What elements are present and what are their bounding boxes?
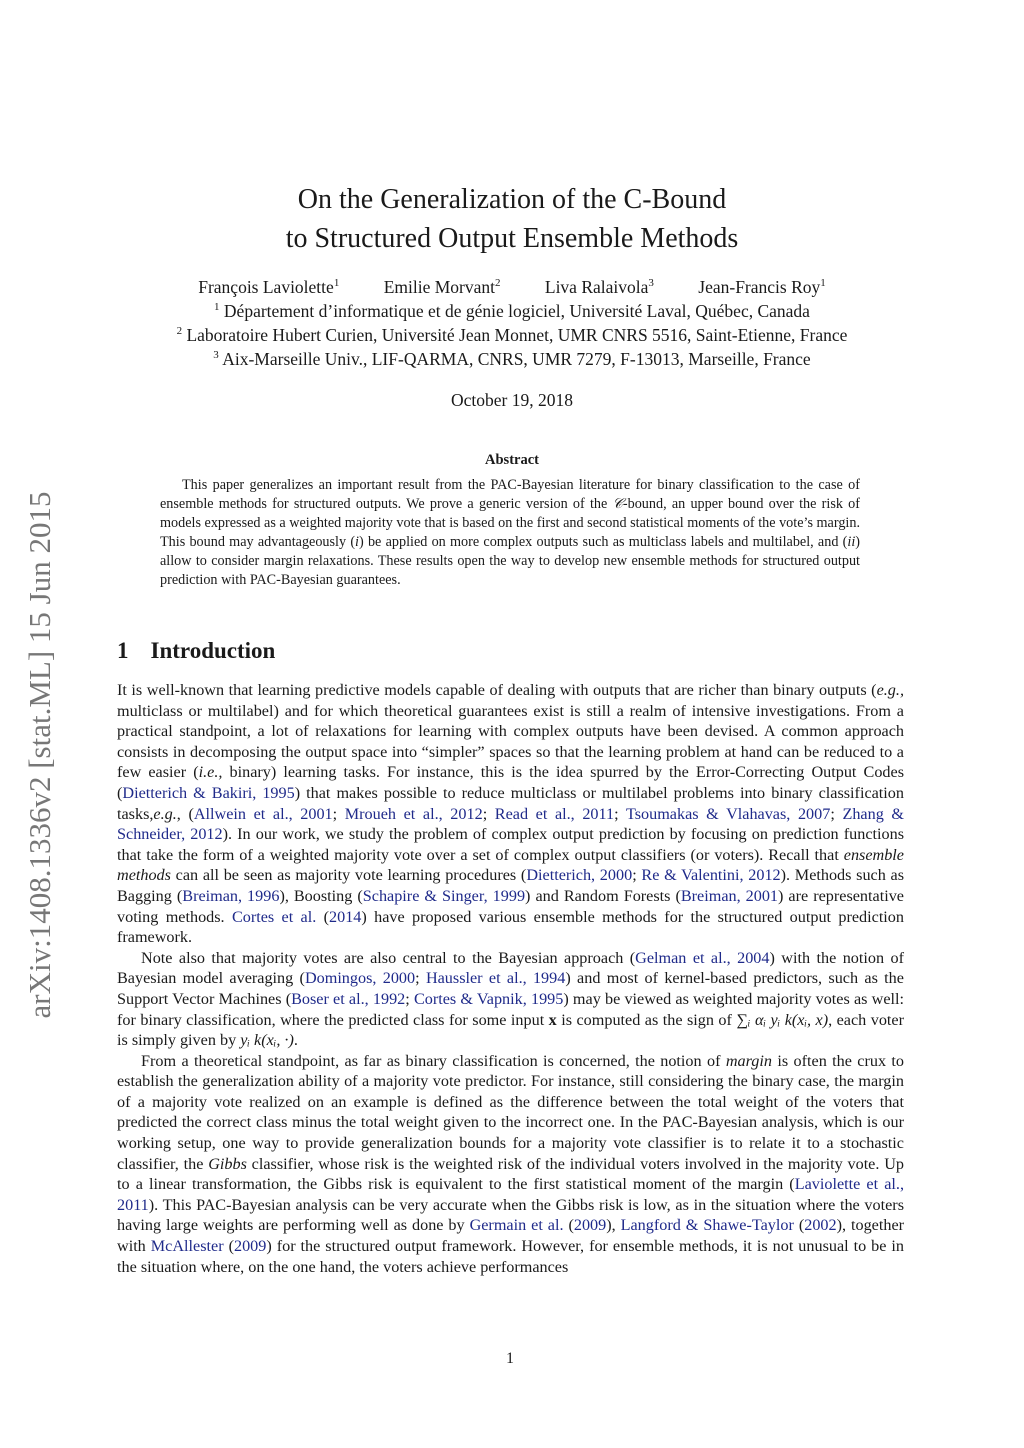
emphasized-text: margin (725, 1051, 772, 1070)
text-run: , each voter is simply given by (117, 1010, 904, 1050)
author: Jean-Francis Roy$^1$ (698, 277, 826, 297)
citation-link[interactable]: Gelman et al., 2004 (635, 948, 770, 967)
text-run: ( (563, 1216, 574, 1235)
citation-link[interactable]: Mroueh et al., 2012 (344, 804, 483, 823)
emphasized-text: e.g., (876, 681, 904, 699)
author: François Laviolette$^1$ (198, 277, 340, 297)
text-run: ) with the notion of Bayesian model averaging ( (117, 948, 904, 988)
citation-link[interactable]: McAllester (150, 1237, 224, 1256)
citation-link[interactable]: Schapire & Singer, 1999 (362, 886, 526, 905)
text-run: ) and most of kernel-based predictors, such as the Support Vector Machines ( (117, 969, 904, 1008)
text-run: ), Boosting ( (279, 886, 363, 905)
text-run: ) for the structured output framework. However, for ensemble methods, it is not unusual to be in the situation where, on the one hand, the voters achieve performances (117, 1237, 905, 1276)
citation-link[interactable]: Zhang & Schneider, 2012 (117, 804, 904, 844)
affiliation: $^3$ Aix-Marseille Univ., LIF-QARMA, CNRS, UMR 7279, F-13013, Marseille, France (213, 349, 811, 369)
text-run: ( (793, 1216, 805, 1235)
text-run: ; (482, 804, 495, 823)
citation-link[interactable]: Germain et al. (469, 1216, 564, 1235)
text-run: ; (614, 804, 626, 823)
abstract-text (160, 476, 860, 590)
section-heading (117, 638, 275, 664)
citation-link[interactable]: Read et al., 2011 (494, 804, 615, 823)
paper-title (0, 180, 1024, 258)
text-run: ( (223, 1237, 234, 1256)
citation-link[interactable]: Haussler et al., 1994 (425, 969, 566, 988)
citation-link[interactable]: 2009 (233, 1237, 267, 1256)
body-text (117, 680, 904, 1277)
text-run: ; (830, 804, 843, 823)
citation-link[interactable]: Cortes et al. (231, 907, 317, 926)
author-list (0, 277, 1024, 298)
section-number: 1 (117, 638, 129, 663)
text-run: ; (405, 989, 414, 1008)
citation-link[interactable]: Cortes & Vapnik, 1995 (413, 989, 564, 1008)
citation-link[interactable]: 2002 (804, 1216, 837, 1235)
text-run: ), (606, 1216, 621, 1235)
citation-link[interactable]: Boser et al., 1992 (291, 989, 406, 1008)
text-run: ) be applied on more complex outputs such as multiclass labels and multilabel, and ( (359, 534, 848, 550)
citation-link[interactable]: Domingos, 2000 (304, 969, 416, 988)
text-run: It is well-known that learning predictive models capable of dealing with outputs that are richer than binary outputs ( (117, 681, 877, 699)
text-run: ) have proposed various ensemble methods for the structured output prediction framework. (117, 907, 904, 947)
emphasized-text: i.e., (198, 763, 223, 782)
text-run: classifier, whose risk is the weighted risk of the individual voters involved in the majority vote. Up to a linear transformation, the Gibbs risk is equivalent to the first statistical moment of the margin ( (117, 1154, 904, 1194)
text-run: ) and Random Forests ( (525, 886, 681, 905)
citation-link[interactable]: Langford & Shawe-Taylor (620, 1216, 794, 1235)
text-run: ; (632, 866, 642, 885)
text-run: multiclass or multilabel) and for which theoretical guarantees exist is still a realm of intensive investigations. From a practical standpoint, a lot of relaxations for learning with complex outputs have been devised. A common approach consists in decomposing the output space into “simpler” spaces so that the learning problem at hand can be reduced to a few easier ( (117, 701, 904, 782)
text-run: ). In our work, we study the problem of complex output prediction by focusing on prediction functions that take the form of a weighted majority vote over a set of complex output classifiers (or voters). Recall that (117, 825, 904, 864)
abstract-heading: Abstract (485, 452, 539, 468)
citation-link[interactable]: Breiman, 1996 (182, 886, 280, 905)
citation-link[interactable]: Re & Valentini, 2012 (641, 866, 781, 885)
affiliation: $^1$ Département d’informatique et de génie logiciel, Université Laval, Québec, Canada (214, 301, 810, 321)
paragraph (117, 680, 904, 948)
math-expression: yᵢ k(xᵢ, ·) (240, 1031, 294, 1050)
title-line: On the Generalization of the C-Bound (297, 184, 727, 215)
emphasized-text: ii (847, 534, 856, 550)
citation-link[interactable]: Allwein et al., 2001 (193, 804, 333, 823)
emphasized-text: Gibbs (208, 1154, 247, 1173)
emphasized-text: e.g. (153, 804, 177, 823)
text-run: ; (415, 969, 426, 988)
title-line: to Structured Output Ensemble Methods (285, 223, 739, 254)
text-run: From a theoretical standpoint, as far as binary classification is concerned, the notion of (141, 1051, 726, 1070)
citation-link[interactable]: Dietterich, 2000 (526, 866, 633, 885)
citation-link[interactable]: Breiman, 2001 (680, 886, 779, 905)
paragraph (117, 1051, 904, 1278)
math-expression: 𝒞 (612, 496, 623, 512)
paragraph (117, 948, 904, 1051)
author: Liva Ralaivola$^3$ (544, 277, 654, 297)
text-run: Note also that majority votes are also central to the Bayesian approach ( (141, 948, 636, 967)
citation-link[interactable]: Laviolette et al., 2011 (117, 1175, 905, 1214)
citation-link[interactable]: Tsoumakas & Vlahavas, 2007 (625, 804, 831, 823)
citation-link[interactable]: 2014 (329, 907, 362, 926)
text-run: This paper generalizes an important result from the PAC-Bayesian literature for binary classification to the case of ensemble methods for structured outputs. We prove a generic version of the (160, 477, 860, 512)
text-run: ) may be viewed as weighted majority votes as well: for binary classification, where the predicted class for some input (117, 989, 904, 1029)
text-run: ) allow to consider margin relaxations. These results open the way to develop new ensemble methods for structured output prediction with PAC-Bayesian guarantees. (160, 534, 861, 588)
section-title: Introduction (150, 638, 276, 663)
emphasized-text: ensemble methods (117, 845, 904, 885)
text-run: . (293, 1031, 298, 1050)
text-run: ) that makes possible to reduce multiclass or multilabel problems into binary classification tasks, (117, 783, 904, 823)
affiliation: $^2$ Laboratoire Hubert Curien, Université Jean Monnet, UMR CNRS 5516, Saint-Etienne, France (176, 325, 848, 345)
arxiv-identifier-stamp: arXiv:1408.1336v2 [stat.ML] 15 Jun 2015 (22, 491, 57, 1019)
math-vector: x (548, 1010, 557, 1029)
page-number: 1 (506, 1350, 514, 1367)
emphasized-text: i (355, 534, 359, 550)
text-run: ). This PAC-Bayesian analysis can be very accurate when the Gibbs risk is low, as in the situation where the voters having large weights are performing well as done by (117, 1195, 904, 1235)
text-run: ( (316, 907, 330, 926)
citation-link[interactable]: 2009 (573, 1216, 607, 1235)
text-run: ), together with (117, 1216, 905, 1256)
text-run: is computed as the sign of (556, 1010, 737, 1029)
text-run: is often the crux to establish the generalization ability of a majority vote predictor. For instance, still considering the binary case, the margin of a majority vote realized on an example is defined as the difference between the total weight of the voters that predicted the correct class minus the total weight given to the incorrect one. In the PAC-Bayesian analysis, which is our working setup, one way to provide generalization bounds for a majority vote classifier is to relate it to a stochastic classifier, the (117, 1051, 905, 1173)
citation-link[interactable]: Dietterich & Bakiri, 1995 (122, 783, 295, 802)
text-run: binary) learning tasks. For instance, this is the idea spurred by the Error-Correcting Output Codes ( (117, 763, 904, 802)
text-run: can all be seen as majority vote learning procedures ( (170, 866, 527, 885)
math-expression: ∑ᵢ αᵢ yᵢ k(xᵢ, x) (736, 1010, 829, 1029)
text-run: ). Methods such as Bagging ( (117, 866, 905, 905)
text-run: ; (332, 804, 345, 823)
text-run: ) are representative voting methods. (117, 886, 904, 926)
author: Emilie Morvant$^2$ (383, 277, 501, 297)
text-run: , ( (176, 804, 194, 823)
paper-date: October 19, 2018 (451, 390, 573, 410)
text-run: -bound, an upper bound over the risk of models expressed as a weighted majority vote that is based on the first and second statistical moments of the vote’s margin. This bound may advantageously ( (160, 496, 861, 550)
